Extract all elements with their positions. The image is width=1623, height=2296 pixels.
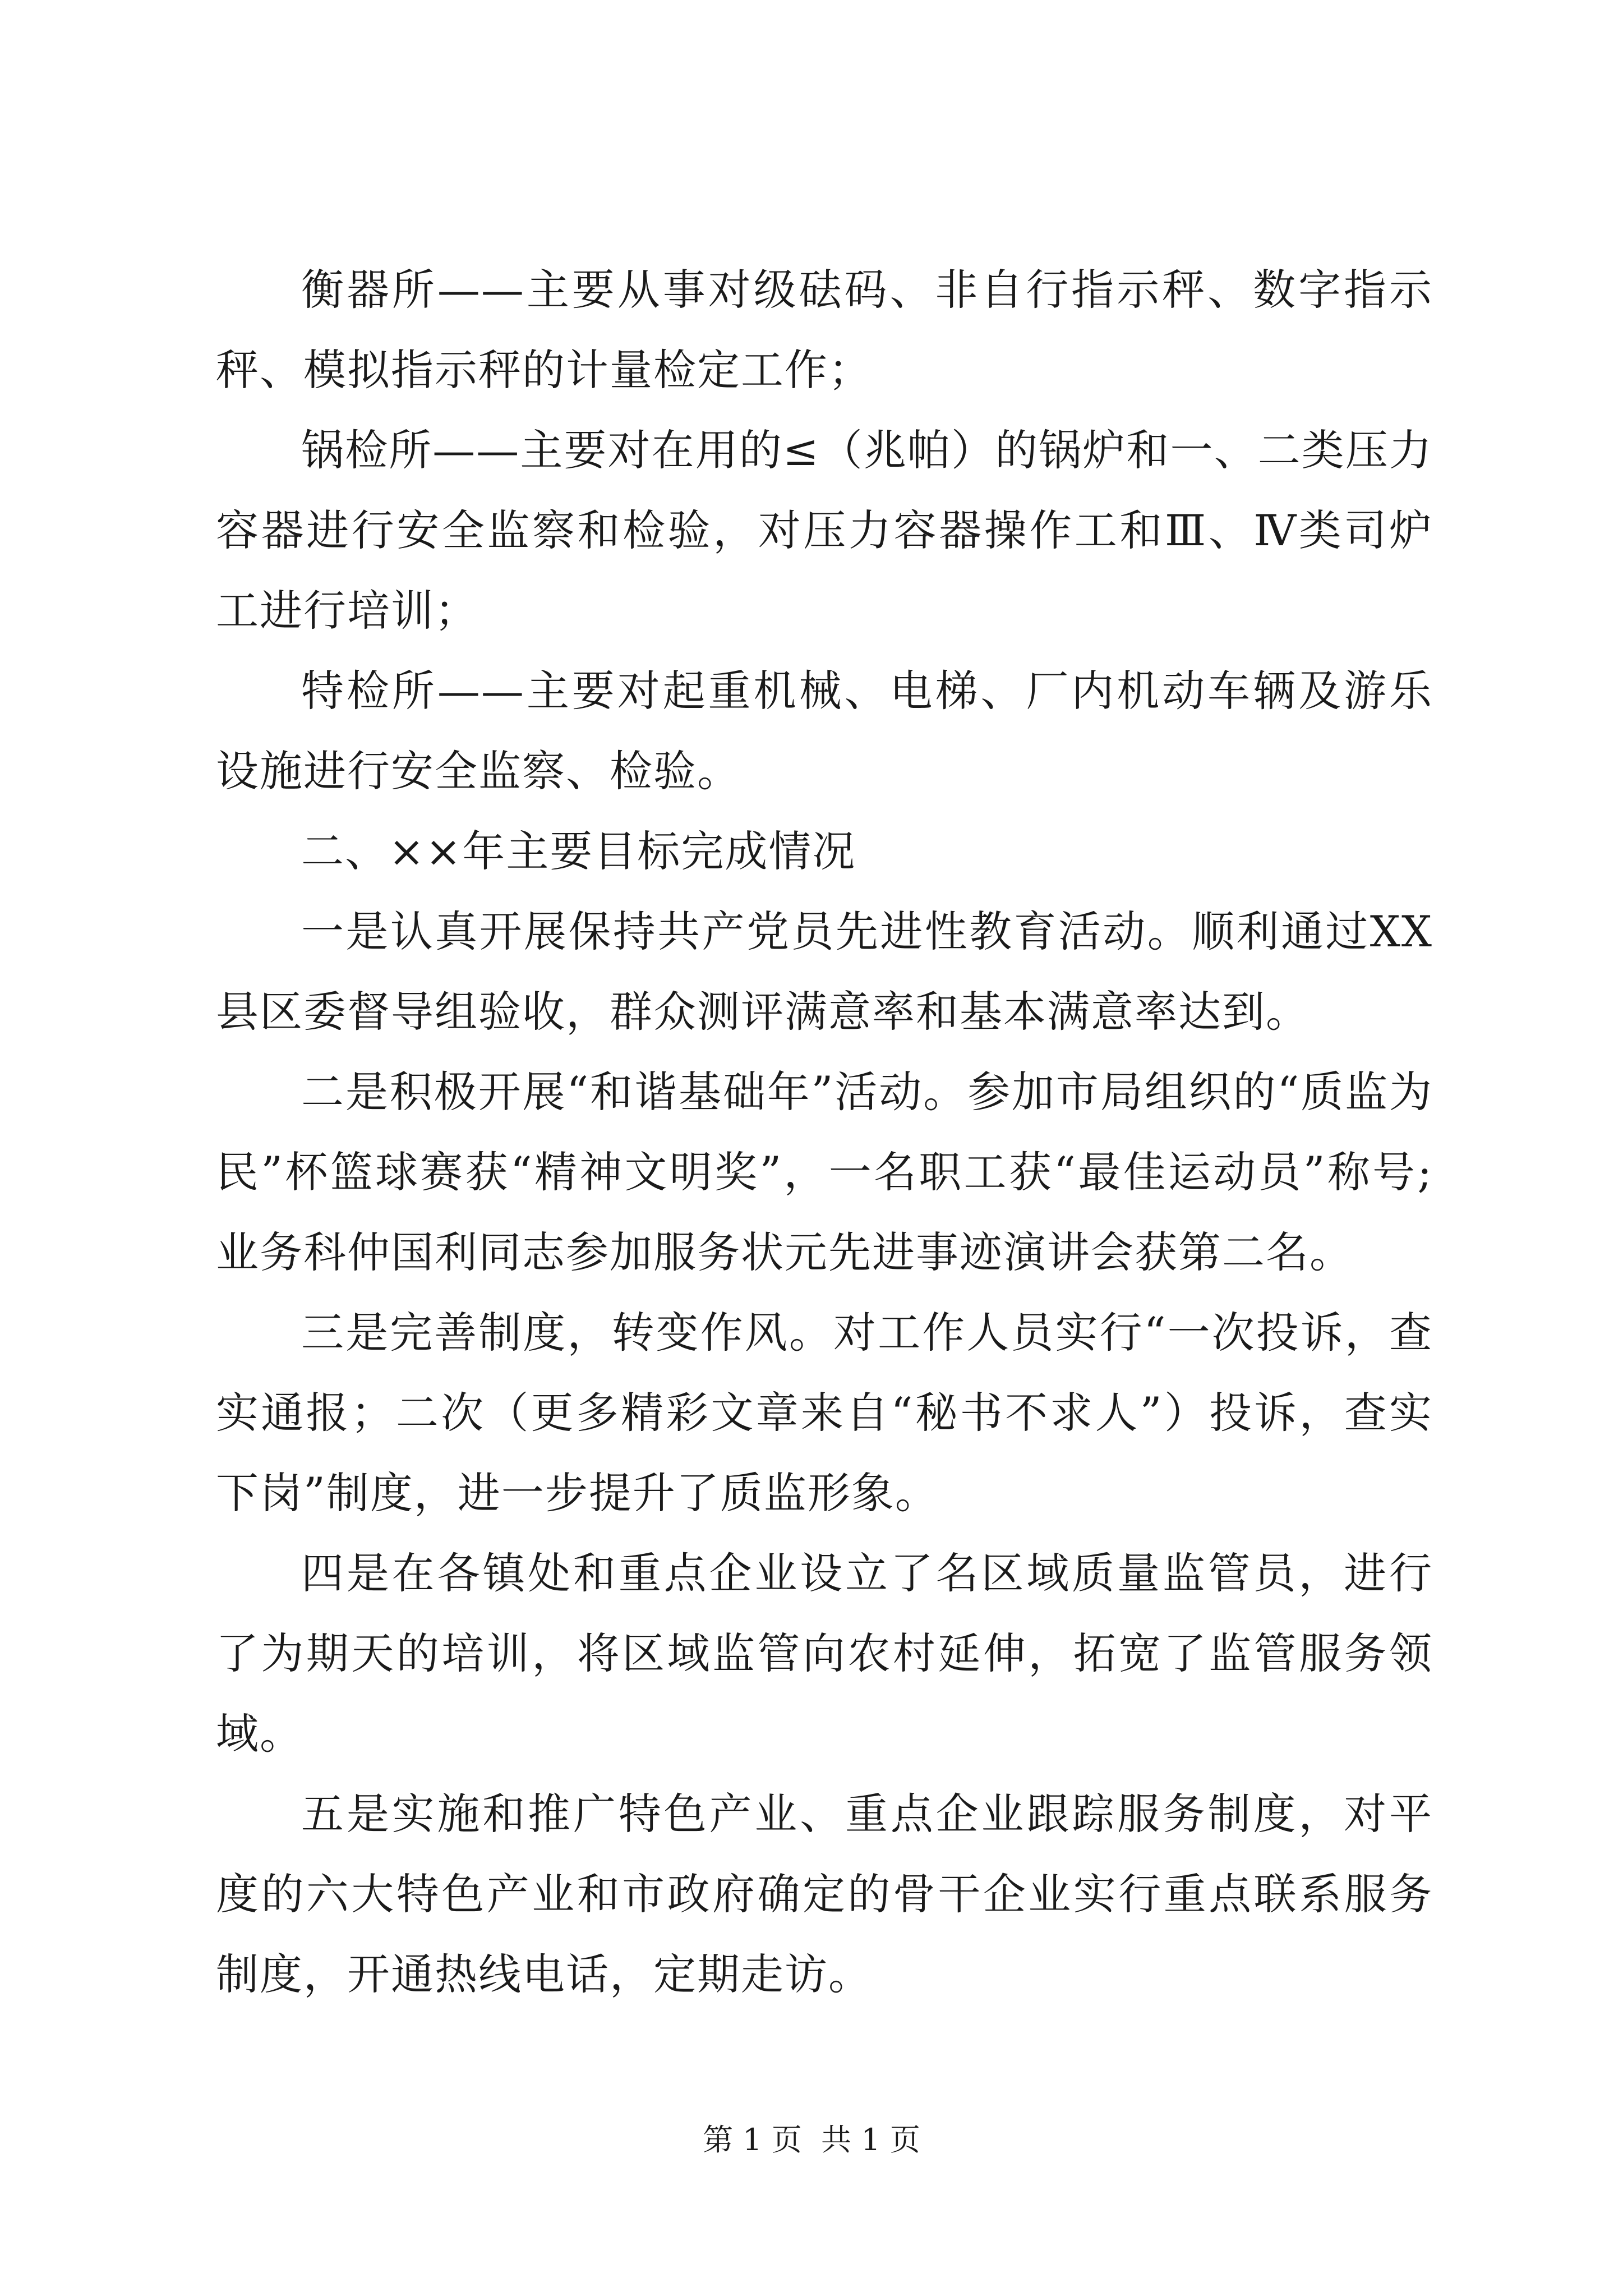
page-footer: 第 1 页 共 1 页 — [703, 2122, 920, 2157]
paragraph-item-2: 二是积极开展“和谐基础年”活动。参加市局组织的“质监为民”杯篮球赛获“精神文明奖”，一名职工获“最佳运动员”称号;业务科仲国利同志参加服务状元先进事迹演讲会获第二名。 — [216, 1067, 1433, 1277]
document-body — [216, 250, 1433, 2014]
paragraph-tejian-suo: 特检所——主要对起重机械、电梯、厂内机动车辆及游乐设施进行安全监察、检验。 — [216, 666, 1433, 796]
paragraph-item-1: 一是认真开展保持共产党员先进性教育活动。顺利通过XX县区委督导组验收，群众测评满意率和基本满意率达到。 — [216, 907, 1433, 1037]
paragraph-guojian-suo: 锅检所——主要对在用的≤（兆帕）的锅炉和一、二类压力容器进行安全监察和检验，对压力容器操作工和Ⅲ、Ⅳ类司炉工进行培训； — [216, 425, 1433, 636]
paragraph-item-5: 五是实施和推广特色产业、重点企业跟踪服务制度，对平度的六大特色产业和市政府确定的骨干企业实行重点联系服务制度，开通热线电话，定期走访。 — [216, 1789, 1433, 1999]
section-heading: 二、××年主要目标完成情况 — [301, 826, 856, 876]
paragraph-item-4: 四是在各镇处和重点企业设立了名区域质量监管员，进行了为期天的培训，将区域监管向农村延伸，拓宽了监管服务领域。 — [216, 1548, 1433, 1759]
paragraph-item-3: 三是完善制度，转变作风。对工作人员实行“一次投诉，查实通报；二次（更多精彩文章来自“秘书不求人”）投诉，查实下岗”制度，进一步提升了质监形象。 — [216, 1308, 1433, 1518]
paragraph-hengqi-suo: 衡器所——主要从事对级砝码、非自行指示秤、数字指示秤、模拟指示秤的计量检定工作； — [216, 265, 1433, 395]
